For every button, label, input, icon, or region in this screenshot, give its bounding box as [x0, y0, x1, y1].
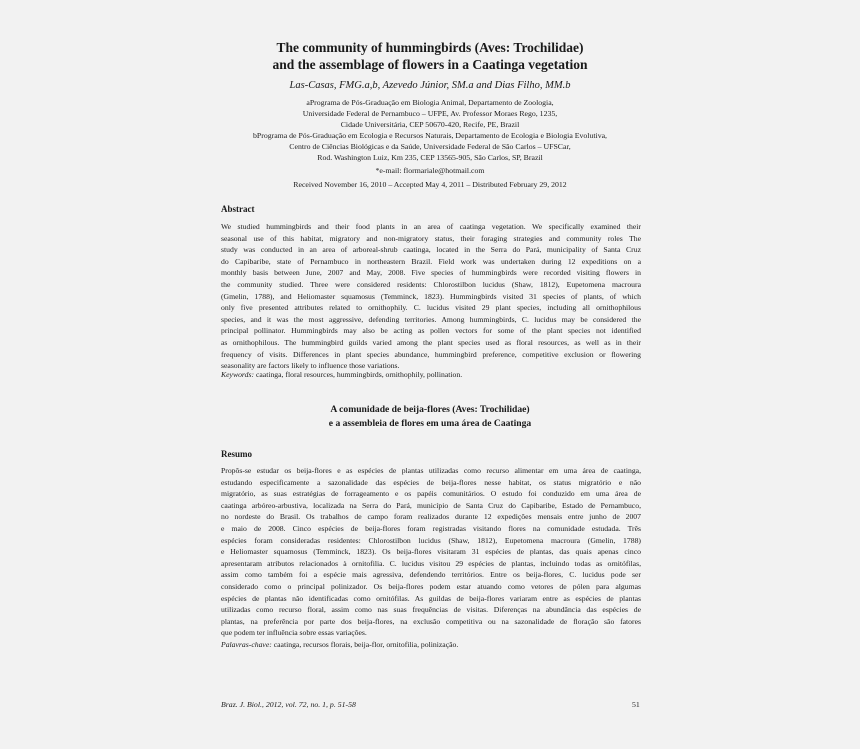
text-line: seasonal use of this habitat, migratory and non-migratory status, their foraging strategies and community roles The	[221, 233, 641, 243]
keywords-label: Keywords:	[221, 370, 255, 379]
paper-title-line2: and the assemblage of flowers in a Caatinga vegetation	[272, 57, 588, 72]
text-line: espécies foram consideradas residentes: Chlorostilbon lucidus (Shaw, 1812), Eupetomena macroura (Gmelin, 1788)	[221, 535, 641, 545]
text-line: as ornithophilous. The hummingbird guilds varied among the plant species used as floral resources, as well as in their	[221, 338, 641, 347]
text-line: study was conducted in an area of arboreal-shrub caatinga, located in the Serra do Pará, municipality of Santa Cruz	[221, 245, 641, 255]
affiliation-line: Rod. Washington Luiz, Km 235, CEP 13565-905, São Carlos, SP, Brazil	[317, 153, 543, 162]
affiliation-line: Cidade Universitária, CEP 50670-420, Recife, PE, Brazil	[340, 120, 520, 129]
citation: Braz. J. Biol., 2012, vol. 72, no. 1, p. 51-58	[221, 700, 356, 709]
text-line: e maio de 2008. Cinco espécies de beija-flores foram registradas visitando flores na comunidade estudada. Três	[221, 524, 641, 533]
text-line: do Capibaribe, state of Pernambuco in northeastern Brazil. Field work was undertaken during 12 expeditions on a	[221, 256, 641, 266]
authors: Las-Casas, FMG.a,b, Azevedo Júnior, SM.a and Dias Filho, MM.b	[289, 80, 571, 91]
pt-title-line1: A comunidade de beija-flores (Aves: Trochilidae)	[330, 404, 530, 415]
affiliation-line: bPrograma de Pós-Graduação em Ecologia e Recursos Naturais, Departamento de Ecologia e Biologia Evolutiva,	[253, 131, 607, 140]
text-line: plantas, na preferência por parte dos beija-flores, na exclusão competitiva ou na sazonalidade de floração são fatores	[221, 616, 641, 626]
text-line: espécies de plantas não identificadas como ornitófilas. As guildas de beija-flores variaram entre as espécies de plantas	[221, 593, 641, 603]
text-line: estudando especificamente a sazonalidade das espécies de beija-flores nesse habitat, os status migratório e não	[221, 477, 641, 487]
text-line: We studied hummingbirds and their food plants in an area of caatinga vegetation. We specifically examined their	[221, 222, 641, 231]
text-line: frequency of visits. Differences in plant species abundance, hummingbird preference, competitive exclusion or flowering	[221, 349, 641, 359]
text-line: principal pollinator. Hummingbirds may also be acting as pollen vectors for some of the plant species not identified	[221, 326, 641, 336]
abstract-heading: Abstract	[221, 204, 255, 214]
text-line: (Gmelin, 1788), and Heliomaster squamosus (Temminck, 1823). Hummingbirds visited 31 species of plants, of which	[221, 291, 641, 301]
paper-title-line1: The community of hummingbirds (Aves: Trochilidae)	[276, 40, 584, 55]
text-line: species, and it was the most aggressive, defending territories. Among hummingbirds, C. lucidus may be considered the	[221, 314, 641, 324]
text-line: que podem ter influência sobre essas variações.	[221, 628, 367, 638]
palavras-chave-text: caatinga, recursos florais, beija-flor, ornitofilia, polinização.	[273, 640, 459, 649]
text-line: apresentaram atributos relacionados à ornitofilia. C. lucidus visitou 29 espécies de plantas, incluindo todas as ornitófilas,	[221, 558, 641, 568]
page-number: 51	[632, 700, 640, 709]
text-line: only five presented attributes related to ornithophily. C. lucidus visited 29 plant species, including all ornithophilous	[221, 303, 641, 313]
text-line: migratório, as suas estratégias de forrageamento e os papéis comunitários. O estudo foi conduzido em uma área de	[221, 489, 641, 499]
text-line: Propôs-se estudar os beija-flores e as espécies de plantas utilizadas como recurso alimentar em uma área de caatinga,	[221, 466, 641, 475]
text-line: no nordeste do Brasil. Os trabalhos de campo foram realizados durante 12 expedições mensais entre junho de 2007	[221, 512, 641, 522]
palavras-chave	[221, 640, 458, 649]
palavras-chave-label: Palavras-chave:	[221, 640, 272, 649]
affiliation-line: Universidade Federal de Pernambuco – UFPE, Av. Professor Moraes Rego, 1235,	[302, 109, 558, 118]
email: *e-mail: flormariale@hotmail.com	[375, 166, 485, 175]
text-line: assim como também foi a espécie mais agressiva, defendendo territórios. Entre os beija-flores, C. lucidus pode ser	[221, 570, 641, 580]
text-line: monthly basis between June, 2007 and May, 2008. Five species of hummingbirds were recorded visiting flowers in	[221, 268, 641, 278]
affiliation-line: aPrograma de Pós-Graduação em Biologia Animal, Departamento de Zoologia,	[306, 98, 554, 107]
text-line: e Heliomaster squamosus (Temminck, 1823). Os beija-flores visitaram 31 espécies de plantas, das quais apenas cinco	[221, 547, 641, 557]
text-line: utilizadas como recurso floral, assim como nas suas frequências de visitas. Diferenças na abundância das espécies de	[221, 605, 641, 615]
text-line: caatinga arbóreo-arbustiva, localizada na Serra do Pará, município de Santa Cruz do Capibaribe, Estado de Pernambuco,	[221, 500, 641, 510]
text-line: the community studied. Three were considered residents: Chlorostilbon lucidus (Shaw, 1812), Eupetomena macroura	[221, 280, 641, 289]
pt-title-line2: e a assembleia de flores em uma área de Caatinga	[328, 418, 532, 429]
received-dates: Received November 16, 2010 – Accepted May 4, 2011 – Distributed February 29, 2012	[293, 180, 567, 189]
affiliation-line: Centro de Ciências Biológicas e da Saúde, Universidade Federal de São Carlos – UFSCar,	[289, 142, 571, 151]
text-line: seasonality are factors likely to influence those variations.	[221, 361, 400, 371]
resumo-heading: Resumo	[221, 449, 252, 459]
keywords	[221, 370, 462, 379]
keywords-text: caatinga, floral resources, hummingbirds, ornithophily, pollination.	[255, 370, 463, 379]
text-line: considerado como o principal polinizador. Os beija-flores podem estar atuando como vetores de pólen para algumas	[221, 582, 641, 591]
